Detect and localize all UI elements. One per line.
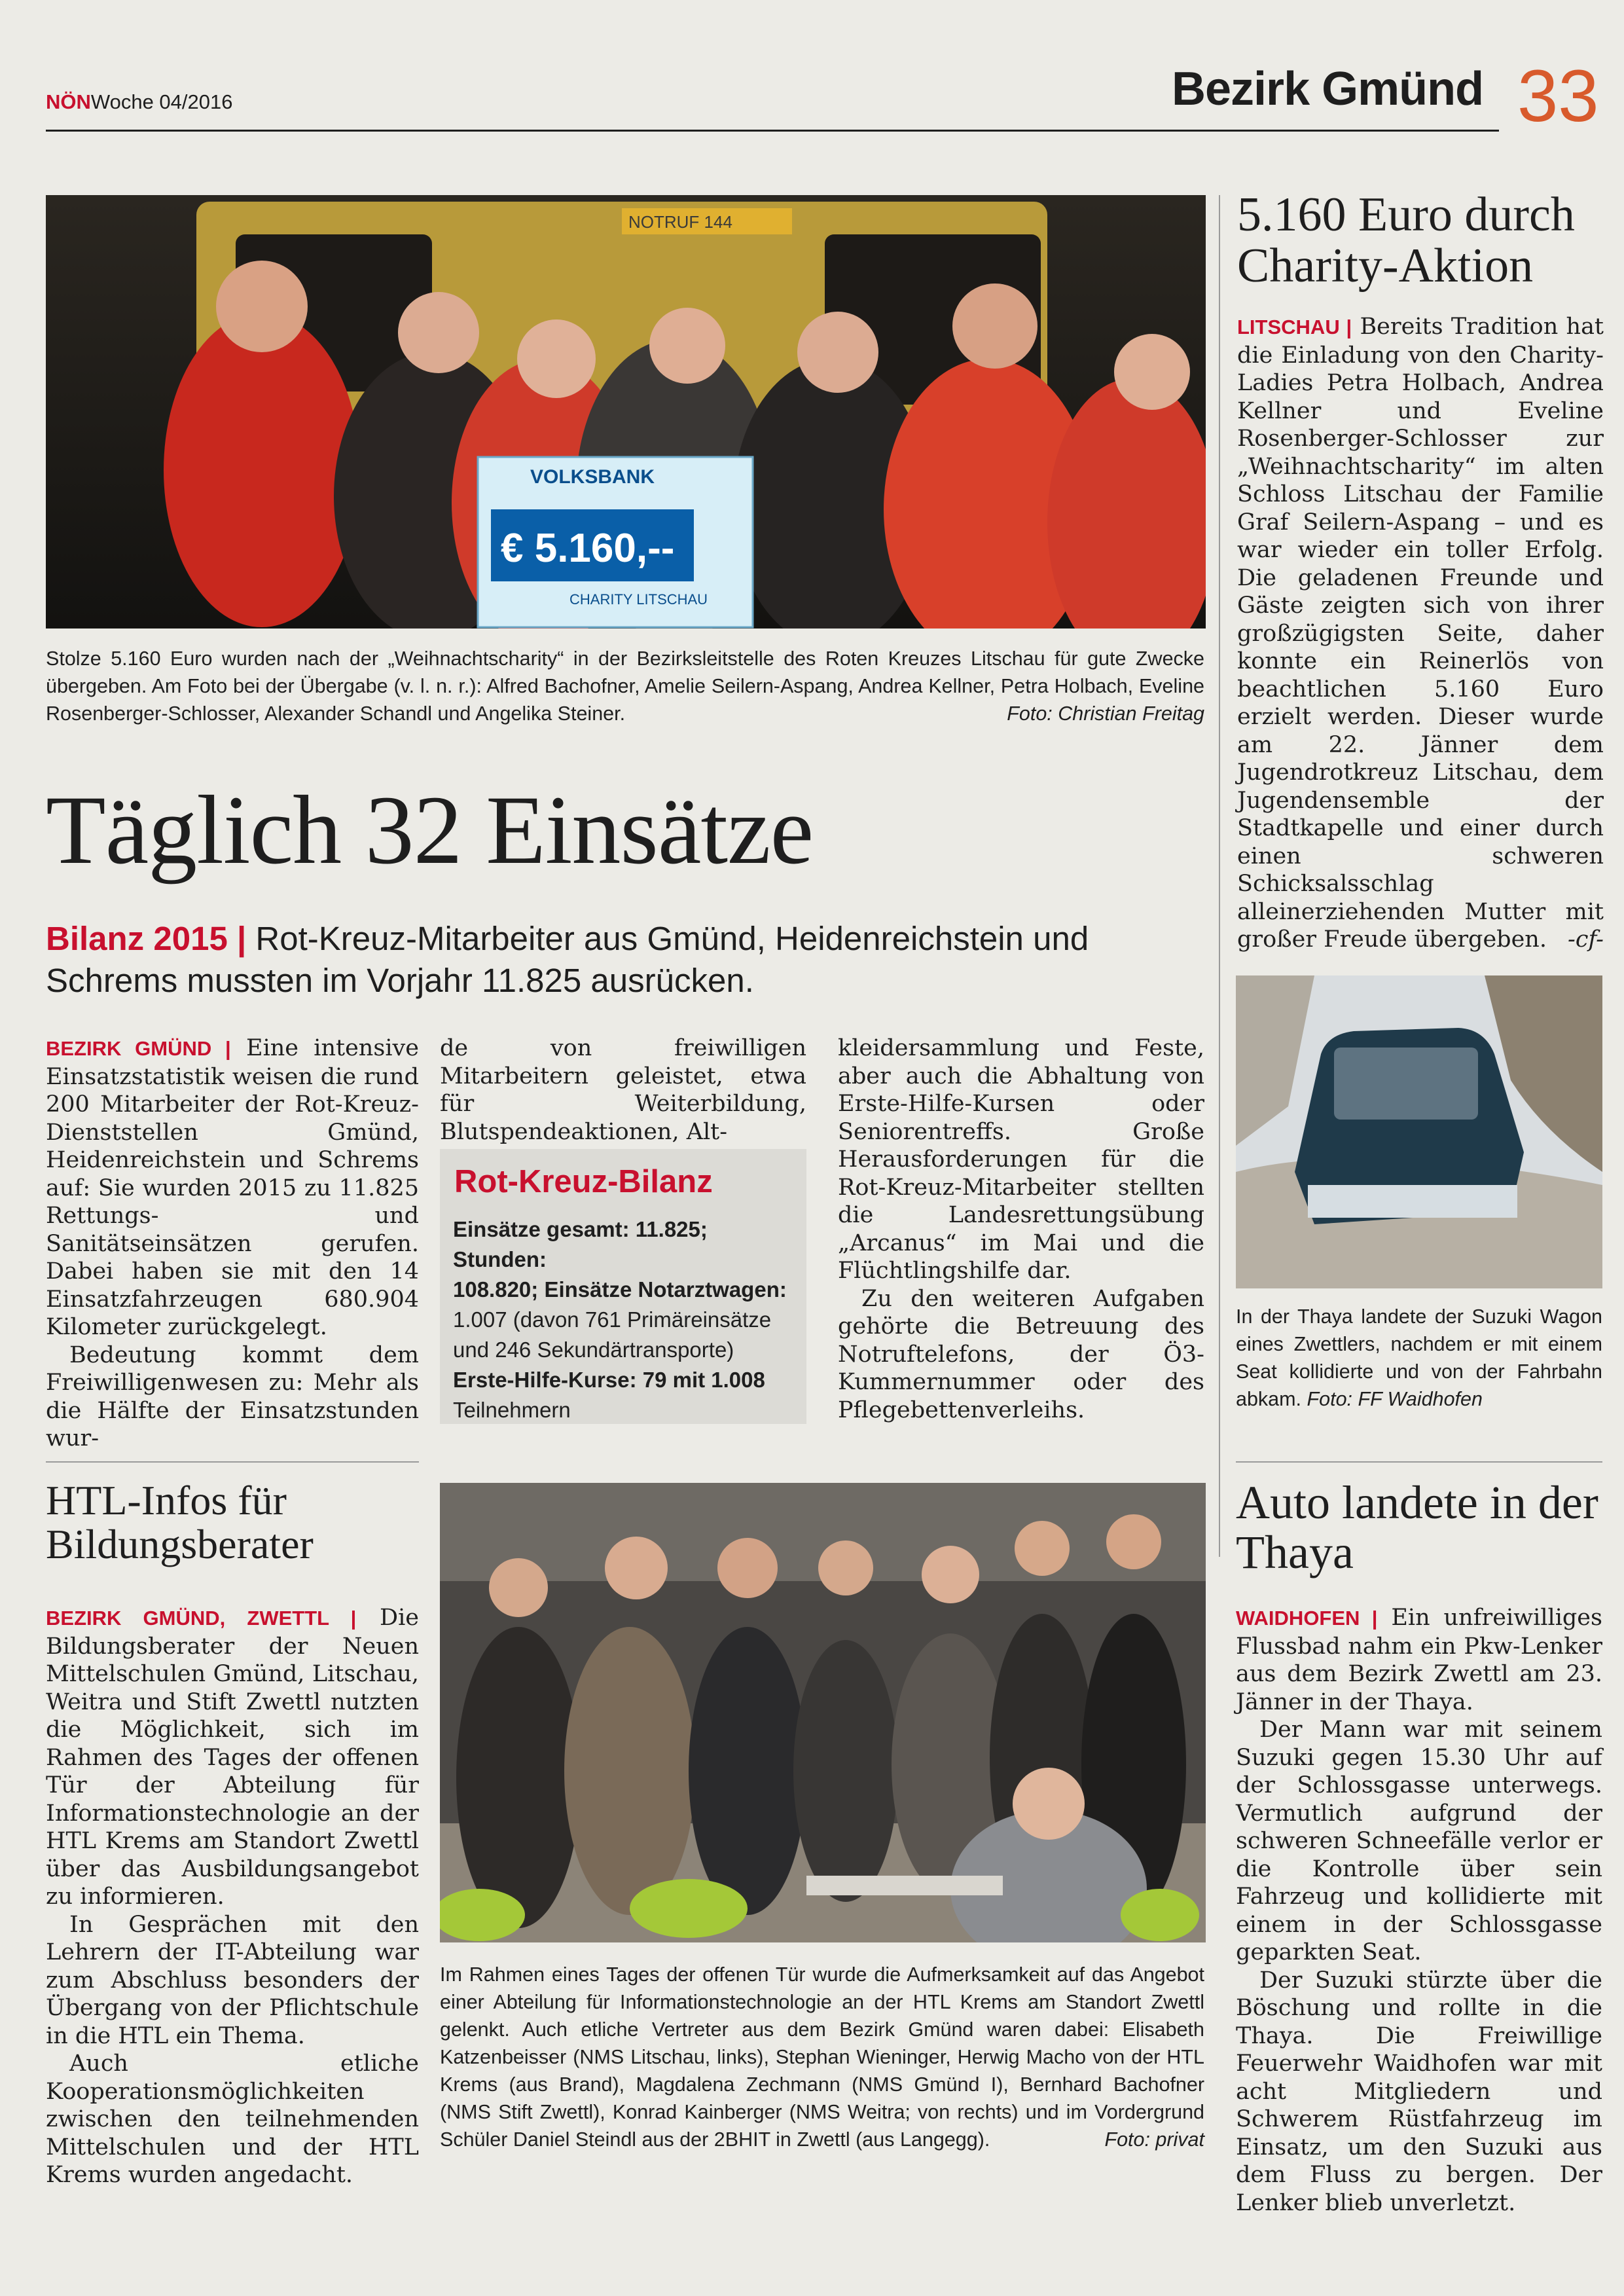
vehicle-text: NOTRUF 144 xyxy=(628,212,732,232)
car-headline: Auto landete in der Thaya xyxy=(1236,1476,1598,1578)
charity-photo-caption xyxy=(46,645,1204,727)
htl-caption-text: Im Rahmen eines Tages der offenen Tür wurde die Aufmerksamkeit auf das Angebot einer Abteilung für Informationstechnologie an der HTL Krems am Standort Zwettl gelenkt. Auch etliche Vertreter aus dem Bezirk Gmünd waren dabei: Elisabeth Katzenbeisser (NMS Litschau, links), Stephan Wieninger, Herwig Macho von der HTL Krems (aus Brand), Magdalena Zechmann (NMS Gmünd I), Bernhard Bachofner (NMS Stift Zwettl), Konrad Kainberger (NMS Weitra; von rechts) und im Vordergrund Schüler Daniel Steindl aus der 2BHIT in Zwettl (aus Langegg). xyxy=(440,1963,1204,2151)
column-rule xyxy=(1219,195,1220,1557)
brand-logo: NÖN xyxy=(46,90,91,113)
car-photo xyxy=(1236,975,1602,1288)
charity-signature: -cf- xyxy=(1568,926,1604,953)
donation-cheque xyxy=(478,457,753,627)
car-kicker: WAIDHOFEN | xyxy=(1236,1607,1378,1630)
car-photo-credit: Foto: FF Waidhofen xyxy=(1307,1388,1483,1410)
main-col1-p1: Eine intensive Einsatzstatistik weisen die rund 200 Mitarbeiter der Rot-Kreuz-Dienststellen Gmünd, Heidenreichstein und Schrems auf: Sie wurden 2015 zu 11.825 Rettungs- und Sanitätseinsätzen gerufen. Dabei haben sie mit den 14 Einsatzfahrzeugen 680.904 Kilometer zurückgelegt. xyxy=(46,1035,419,1340)
charity-photo xyxy=(46,195,1206,629)
main-kicker: BEZIRK GMÜND | xyxy=(46,1037,231,1060)
cheque-amount: € 5.160,-- xyxy=(501,526,675,571)
cheque-footer: CHARITY LITSCHAU xyxy=(569,591,708,608)
main-col-1 xyxy=(46,1034,419,1453)
header-rule xyxy=(46,130,1499,132)
car-p2: Der Mann war mit seinem Suzuki gegen 15.30 Uhr auf der Schlossgasse unterwegs. Vermutlich aufgrund der schweren Schneefälle verlor er die Kontrolle über sein Fahrzeug und kollidierte mit einem in der Schlossgasse geparkten Seat. xyxy=(1236,1717,1602,1965)
htl-p2: In Gesprächen mit den Lehrern der IT-Abteilung war zum Abschluss besonders der Übergang von der Pflichtschule in die HTL ein Thema. xyxy=(46,1911,419,2049)
main-col1-p2: Bedeutung kommt dem Freiwilligenwesen zu: Mehr als die Hälfte der Einsatzstunden wur- xyxy=(46,1341,419,1451)
charity-article xyxy=(1237,313,1604,954)
car-article xyxy=(1236,1604,1602,2217)
main-col-2 xyxy=(440,1034,806,1146)
car-caption-text: In der Thaya landete der Suzuki Wagon eines Zwettlers, nachdem er mit einem Seat kollidierte und von der Fahrbahn abkam. xyxy=(1236,1305,1602,1410)
page-number: 33 xyxy=(1517,55,1599,137)
infobox-line: 1.007 (davon 761 Primäreinsätze xyxy=(453,1307,772,1332)
infobox-line: Teilnehmern xyxy=(453,1398,571,1422)
main-headline: Täglich 32 Einsätze xyxy=(46,776,814,884)
main-col2-p1: de von freiwilligen Mitarbeitern geleistet, etwa für Weiterbildung, Blutspendeaktionen, Alt- xyxy=(440,1035,806,1145)
issue-label: Woche 04/2016 xyxy=(90,90,233,113)
section-rule-right xyxy=(1236,1461,1602,1463)
main-col3-p2: Zu den weiteren Aufgaben gehörte die Betreuung des Notruftelefons, der Ö3-Kummernummer oder des Pflegebettenverleihs. xyxy=(838,1285,1204,1423)
htl-photo-image xyxy=(440,1483,1206,1942)
subhead-kicker: Bilanz 2015 | xyxy=(46,920,247,957)
car-p1: Ein unfreiwilliges Flussbad nahm ein Pkw-Lenker aus dem Bezirk Zwettl am 23. Jänner in der Thaya. xyxy=(1236,1605,1602,1715)
car-photo-caption xyxy=(1236,1303,1602,1413)
infobox-line: Erste-Hilfe-Kurse: 79 mit 1.008 xyxy=(453,1368,765,1392)
charity-text: Bereits Tradition hat die Einladung von den Charity-Ladies Petra Holbach, Andrea Kellner und Eveline Rosenberger-Schlosser zur „Weihnachtscharity“ im alten Schloss Litschau der Familie Graf Seilern-Aspang – und es war wieder ein toller Erfolg. Die geladenen Freunde und Gäste zeigten sich von ihrer großzügigsten Seite, daher konnte ein Reinerlös von beachtlichen 5.160 Euro erzielt werden. Dieser wurde am 22. Jänner dem Jugendrotkreuz Litschau, dem Jugendensemble der Stadtkapelle und einer durch einen schweren Schicksalsschlag alleinerziehenden Mutter mit großer Freude übergeben. xyxy=(1237,314,1604,953)
htl-p1: Die Bildungsberater der Neuen Mittelschulen Gmünd, Litschau, Weitra und Stift Zwettl nutzten die Möglichkeit, sich im Rahmen des Tages der offenen Tür der Abteilung für Informationstechnologie an der HTL Krems am Standort Zwettl über das Ausbildungsangebot zu informieren. xyxy=(46,1605,419,1910)
htl-article xyxy=(46,1604,419,2189)
htl-headline: HTL-Infos für Bildungsberater xyxy=(46,1477,314,1568)
issue-line xyxy=(46,90,232,114)
infobox-body xyxy=(453,1214,800,1425)
infobox xyxy=(440,1149,806,1424)
infobox-title: Rot-Kreuz-Bilanz xyxy=(454,1164,713,1199)
main-col3-p1: kleidersammlung und Feste, aber auch die Abhaltung von Erste-Hilfe-Kursen oder Seniorentreffs. Große Herausforderungen für die Rot-Kreuz-Mitarbeiter stellten die Landesrettungsübung „Arcanus“ im Mai und die Flüchtlingshilfe dar. xyxy=(838,1035,1204,1284)
car-photo-image xyxy=(1236,975,1602,1288)
infobox-line: und 246 Sekundärtransporte) xyxy=(453,1338,734,1362)
htl-photo xyxy=(440,1483,1206,1942)
main-subhead xyxy=(46,918,1224,1002)
section-rule-left xyxy=(46,1461,419,1463)
crashed-car xyxy=(1295,1028,1524,1224)
infobox-line: Einsätze gesamt: 11.825; Stunden: xyxy=(453,1217,708,1271)
charity-kicker: LITSCHAU | xyxy=(1237,316,1352,338)
htl-photo-credit: Foto: privat xyxy=(1104,2128,1204,2151)
htl-kicker: BEZIRK GMÜND, ZWETTL | xyxy=(46,1607,357,1630)
htl-p3: Auch etliche Kooperationsmöglichkeiten zwischen den teilnehmenden Mittelschulen und der HTL Krems wurden angedacht. xyxy=(46,2050,419,2188)
section-title: Bezirk Gmünd xyxy=(1172,63,1484,115)
car-p3: Der Suzuki stürzte über die Böschung und rollte in die Thaya. Die Freiwillige Feuerwehr Waidhofen war mit acht Mitgliedern und Schwerem Rüstfahrzeug im Einsatz, um den Suzuki aus dem Fluss zu bergen. Der Lenker blieb unverletzt. xyxy=(1236,1967,1602,2216)
main-col-3 xyxy=(838,1034,1204,1424)
htl-photo-caption xyxy=(440,1961,1204,2153)
infobox-line: 108.820; Einsätze Notarztwagen: xyxy=(453,1277,787,1302)
charity-headline: 5.160 Euro durch Charity-Aktion xyxy=(1237,188,1575,293)
charity-photo-image xyxy=(46,195,1206,629)
photo-credit: Foto: Christian Freitag xyxy=(1007,702,1204,725)
subhead-text: Rot-Kreuz-Mitarbeiter aus Gmünd, Heidenreichstein und Schrems mussten im Vorjahr 11.825 ausrücken. xyxy=(46,920,1089,999)
caption-text: Stolze 5.160 Euro wurden nach der „Weihnachtscharity“ in der Bezirksleitstelle des Roten Kreuzes Litschau für gute Zwecke übergeben. Am Foto bei der Übergabe (v. l. n. r.): Alfred Bachofner, Amelie Seilern-Aspang, Andrea Kellner, Petra Holbach, Eveline Rosenberger-Schlosser, Alexander Schandl und Angelika Steiner. xyxy=(46,647,1204,725)
cheque-bank: VOLKSBANK xyxy=(530,466,655,488)
